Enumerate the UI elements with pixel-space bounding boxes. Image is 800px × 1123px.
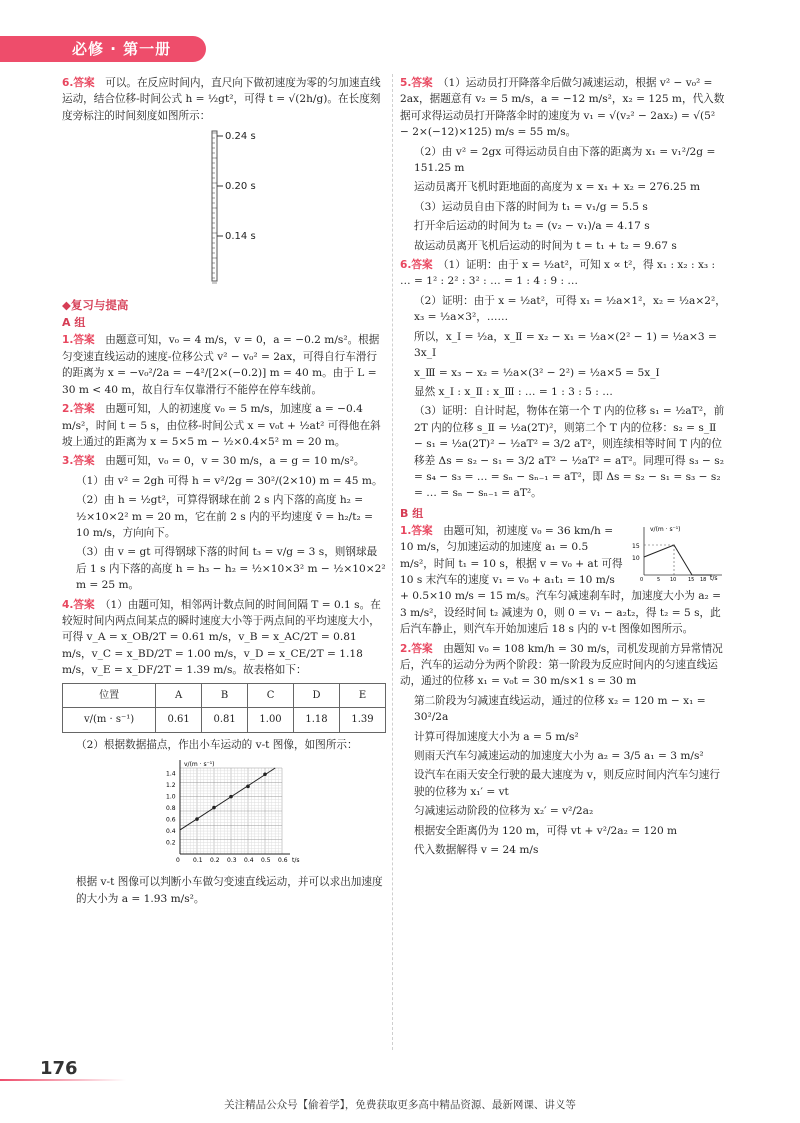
table-header-cell: E (339, 683, 385, 708)
a-q3-part1: （1）由 v² = 2gh 可得 h = v²/2g = 30²/(2×10) m = 45 m。 (76, 474, 383, 487)
r-q5-number: 5. (400, 77, 412, 89)
table-header-row (63, 683, 386, 708)
r-q6-part3: （3）证明：自计时起，物体在第一个 T 内的位移 s₁ = ½aT²，前 2T 内的位移 s_Ⅱ = ½a(2T)²，则第二个 T 内的位移：s₂ = s_Ⅱ − s₁ = ½a(2T)² − ½aT² = 3/2 aT²，则连续相等时间 T 内的位移差 Δs = s₂ − s₁ = 3/2 aT² − ½aT² = aT²。同理可得 s₃ − s₂ = s₄ − s₃ = … = sₙ − sₙ₋₁ = aT²，即 Δs = s₂ − s₁ = s₃ − s₂ = … = sₙ − sₙ₋₁ = aT²。 (414, 405, 725, 500)
x-tick-label: 0.4 (244, 857, 254, 865)
b-q2-part5: 设汽车在雨天安全行驶的最大速度为 v，则反应时间内汽车匀速行驶的位移为 x₁′ = vt (414, 769, 720, 798)
r-q6 (400, 257, 726, 290)
r-q6-part2c: x_Ⅲ = x₃ − x₂ = ½a×(3² − 2²) = ½a×5 = 5x_Ⅰ (414, 366, 660, 379)
footer-note: 关注精品公众号【偷着学】，免费获取更多高中精品资源、最新网课、讲义等 (224, 1099, 576, 1111)
b-q2-part1: 由题知 v₀ = 108 km/h = 30 m/s，司机发现前方异常情况后，汽车的运动分为两个阶段：第一阶段为反应时间内的匀速直线运动，通过的位移 x₁ = v₀t = 30 m/s×1 s = 30 m (400, 642, 723, 688)
b-q2-part8: 代入数据解得 v = 24 m/s (414, 844, 539, 857)
r-q6-part2: （2）证明：由于 x = ½at²，可得 x₁ = ½a×1²，x₂ = ½a×2²，x₃ = ½a×3²，…… (414, 294, 726, 324)
answer-label: 答案 (73, 403, 95, 416)
group-a-title: A 组 (62, 316, 86, 330)
b-q1-number: 1. (400, 524, 412, 537)
answer-label: 答案 (73, 77, 95, 89)
answer-label: 答案 (73, 455, 95, 468)
data-point (246, 785, 250, 789)
graph-xtick: 10 (670, 576, 677, 581)
r-q5-part3c: 故运动员离开飞机后运动的时间为 t = t₁ + t₂ = 9.67 s (414, 239, 677, 252)
a-q3-intro: 由题可知，v₀ = 0，v = 30 m/s，a = g = 10 m/s²。 (105, 455, 365, 468)
y-tick-label: 1.0 (166, 793, 176, 801)
a-q2-text: 由题可知，人的初速度 v₀ = 5 m/s，加速度 a = −0.4 m/s²，时间 t = 5 s，由位移-时间公式 x = v₀t + ½at² 可得他在斜坡上通过的距离为 x = 5×5 m − ½×0.4×5² m = 20 m。 (62, 403, 381, 448)
answer-label: 答案 (411, 259, 433, 272)
a-q3 (62, 453, 386, 469)
table-header-cell: C (248, 683, 294, 708)
group-b-title: B 组 (400, 506, 424, 520)
right-column (400, 74, 726, 862)
a-q4-part3: 根据 v-t 图像可以判断小车做匀变速直线运动，并可以求出加速度的大小为 a = 1.93 m/s²。 (76, 876, 383, 905)
graph-xtick: 5 (657, 576, 661, 581)
review-section-title: ◆复习与提高 (62, 297, 129, 312)
table-cell: v/(m · s⁻¹) (63, 708, 156, 733)
y-tick-label: 1.4 (166, 770, 176, 778)
a-q3-part3: （3）由 v = gt 可得钢球下落的时间 t₃ = v/g = 3 s，则钢球最后 1 s 内下落的高度 h = h₃ − h₂ = ½×10×3² m − ½×10×2² m = 25 m。 (76, 546, 386, 592)
y-tick-label: 0.6 (166, 816, 176, 824)
b-q2 (400, 641, 726, 690)
ruler-label-2: 0.20 s (225, 181, 256, 193)
table-header-cell: 位置 (63, 683, 156, 708)
b1-vt-graph (630, 523, 726, 581)
r-q5-part2b: 运动员离开飞机时距地面的高度为 x = x₁ + x₂ = 276.25 m (414, 181, 701, 194)
x-tick-label: 0.5 (261, 857, 271, 865)
book-title: 必修 · 第一册 (72, 40, 172, 58)
r-q5-part3: （3）运动员自由下落的时间为 t₁ = v₁/g = 5.5 s (414, 200, 648, 213)
answer-label: 答案 (411, 524, 433, 537)
graph-x-label: t/s (710, 574, 718, 581)
ruler-label-1: 0.24 s (225, 131, 256, 143)
graph-y-label: v/(m · s⁻¹) (650, 525, 681, 533)
graph-xtick: 18 (700, 576, 707, 581)
y-tick-label: 0.2 (166, 839, 176, 847)
answer-label: 答案 (73, 598, 95, 611)
x-tick-label: 0.2 (210, 857, 220, 865)
b-q2-number: 2. (400, 642, 412, 655)
a-q1-number: 1. (62, 334, 74, 347)
graph-xtick: 15 (688, 576, 695, 581)
a-q1-text: 由题意可知，v₀ = 4 m/s，v = 0，a = −0.2 m/s²。根据匀变速直线运动的速度-位移公式 v² − v₀² = 2ax，可得自行车滑行的距离为 x = −v₀²/2a = −4²/[2×(−0.2)] m = 40 m。由于 L = 30 m < 40 m，故自行车仅靠滑行不能停在停车线前。 (62, 334, 380, 396)
b-q2-part7: 根据安全距离仍为 120 m，可得 vt + v²/2a₂ = 120 m (414, 824, 678, 837)
graph-ytick: 10 (632, 554, 640, 562)
b-q2-part2: 第二阶段为匀减速直线运动，通过的位移 x₂ = 120 m − x₁ = 30²/2a (414, 694, 706, 724)
q6-text: 可以。在反应时间内，直尺向下做初速度为零的匀加速直线运动，结合位移-时间公式 h = ½gt²，可得 t = √(2h/g)。在长度刻度旁标注的时间刻度如图所示： (62, 77, 381, 122)
a-q4-part1: （1）由题可知，相邻两计数点间的时间间隔 T = 0.1 s。在较短时间内两点间某点的瞬时速度大小等于两点间的平均速度大小，可得 v_A = x_OB/2T = 0.61 m/s，v_B = x_AC/2T = 0.81 m/s，v_C = x_BD/2T = 1.00 m/s，v_D = x_CE/2T = 1.18 m/s，v_E = x_DF/2T = 1.39 m/s。故表格如下： (62, 598, 381, 677)
answer-label: 答案 (411, 77, 433, 89)
y-tick-label: 1.2 (166, 782, 176, 790)
x-tick-label: 0.3 (227, 857, 237, 865)
r-q6-part2d: 显然 x_Ⅰ : x_Ⅱ : x_Ⅲ : … = 1 : 3 : 5 : … (414, 385, 613, 398)
graph-ytick: 15 (632, 542, 640, 550)
page-number: 176 (0, 1055, 86, 1081)
data-point (229, 795, 233, 799)
left-q6 (62, 75, 386, 124)
data-point (212, 806, 216, 810)
column-divider (392, 74, 393, 1050)
q6-number: 6. (62, 77, 74, 89)
table-header-cell: B (202, 683, 248, 708)
y-tick-label: 0.4 (166, 828, 176, 836)
table-cell: 1.00 (248, 708, 294, 733)
table-header-cell: D (294, 683, 340, 708)
x-axis-label: t/s (292, 857, 300, 865)
velocity-table (62, 683, 386, 733)
b-q2-part3: 计算可得加速度大小为 a = 5 m/s² (414, 730, 579, 743)
a-q4 (62, 597, 386, 679)
a-q2 (62, 401, 386, 450)
r-q6-part1: （1）证明：由于 x = ½at²，可知 x ∝ t²，得 x₁ : x₂ : x₃ : … = 1² : 2² : 3² : … = 1 : 4 : 9 : … (400, 259, 716, 288)
table-cell: 0.81 (202, 708, 248, 733)
y-tick-label: 0.8 (166, 805, 176, 813)
book-title-banner (0, 36, 206, 62)
r-q5-part1: （1）运动员打开降落伞后做匀减速运动，根据 v² − v₀² = 2ax，据题意有 v₂ = 5 m/s，a = −12 m/s²，x₂ = 125 m，代入数据可求得运动员打开降落伞时的速度为 v₁ = √(v₂² − 2ax₂) = √(5² − 2×(−12)×125) m/s = 55 m/s。 (400, 77, 725, 139)
b-q2-part6: 匀减速运动阶段的位移为 x₂′ = v²/2a₂ (414, 805, 594, 818)
ruler-figure (62, 127, 386, 285)
answer-label: 答案 (411, 642, 433, 655)
ruler-label-3: 0.14 s (225, 231, 256, 243)
a-q4-number: 4. (62, 598, 74, 611)
b-q2-part4: 则雨天汽车匀减速运动的加速度大小为 a₂ = 3/5 a₁ = 3 m/s² (414, 750, 704, 763)
a-q3-number: 3. (62, 455, 74, 468)
data-point (195, 817, 199, 821)
x-tick-label: 0 (176, 857, 180, 865)
vt-line (644, 545, 712, 575)
b-q1-text: 由题可知，初速度 v₀ = 36 km/h = 10 m/s，匀加速运动的加速度 a₁ = 0.5 m/s²，时间 t₁ = 10 s，根据 v = v₀ + at 可得 10 s 末汽车的速度 v₁ = v₀ + a₁t₁ = 10 m/s + 0.5×10 m/s = 15 m/s。汽车匀减速刹车时，加速度大小为 a₂ = 3 m/s²，设经时间 t₂ 减速为 0，则 0 = v₁ − a₂t₂，得 t₂ = 5 s，此后汽车静止，则汽车开始加速后 18 s 内的 v-t 图像如图所示。 (400, 524, 722, 636)
table-cell: 1.18 (294, 708, 340, 733)
b-q1-block (400, 523, 726, 638)
ruler (212, 131, 217, 283)
a-q4-part2: （2）根据数据描点，作出小车运动的 v-t 图像，如图所示： (76, 738, 358, 751)
vt-chart (62, 756, 386, 868)
graph-xtick: 0 (640, 576, 644, 581)
data-point (263, 773, 267, 777)
r-q5-part2: （2）由 v² = 2gx 可得运动员自由下落的距离为 x₁ = v₁²/2g = 151.25 m (414, 145, 716, 175)
r-q5-part3b: 打开伞后运动的时间为 t₂ = (v₂ − v₁)/a = 4.17 s (414, 220, 650, 233)
y-axis-label: v/(m · s⁻¹) (184, 761, 215, 769)
a-q2-number: 2. (62, 403, 74, 416)
x-tick-label: 0.6 (278, 857, 288, 865)
left-column (62, 74, 386, 910)
table-row (63, 708, 386, 733)
table-cell: 0.61 (156, 708, 202, 733)
a-q3-part2: （2）由 h = ½gt²，可算得钢球在前 2 s 内下落的高度 h₂ = ½×10×2² m = 20 m，它在前 2 s 内的平均速度 v̄ = h₂/t₂ = 10 m/s，方向向下。 (76, 494, 373, 539)
r-q6-number: 6. (400, 259, 412, 272)
r-q6-part2b: 所以，x_Ⅰ = ½a，x_Ⅱ = x₂ − x₁ = ½a×(2² − 1) = ½a×3 = 3x_Ⅰ (414, 330, 717, 360)
table-cell: 1.39 (339, 708, 385, 733)
answer-label: 答案 (73, 334, 95, 347)
table-header-cell: A (156, 683, 202, 708)
a-q1 (62, 332, 386, 398)
r-q5 (400, 75, 726, 141)
x-tick-label: 0.1 (193, 857, 203, 865)
